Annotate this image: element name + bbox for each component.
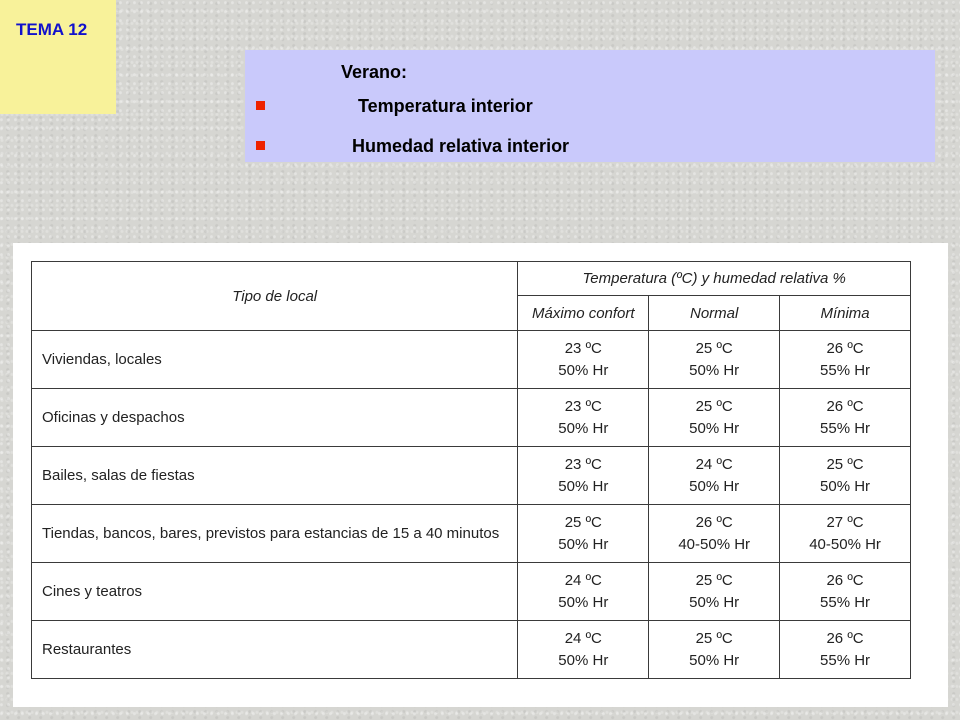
- cell-normal: [649, 563, 780, 621]
- cell-max-confort: [518, 447, 649, 505]
- header-tipo-local: Tipo de local: [32, 262, 518, 331]
- cell-max-confort: [518, 505, 649, 563]
- cell-temp: 25 ºC: [695, 629, 733, 647]
- table-row: [32, 447, 911, 505]
- cell-minima: [780, 331, 911, 389]
- cell-humidity: 50% Hr: [558, 477, 609, 495]
- row-local-label: Oficinas y despachos: [32, 389, 518, 447]
- cell-minima: [780, 621, 911, 679]
- table-row: [32, 505, 911, 563]
- cell-humidity: 55% Hr: [820, 361, 871, 379]
- cell-humidity: 40-50% Hr: [809, 535, 881, 553]
- cell-max-confort: [518, 389, 649, 447]
- cell-humidity: 50% Hr: [558, 535, 609, 553]
- table-row: [32, 389, 911, 447]
- cell-normal: [649, 389, 780, 447]
- tema-label: TEMA 12: [16, 20, 88, 39]
- bullet-square-icon: [256, 101, 265, 110]
- summary-item-humidity: Humedad relativa interior: [352, 136, 570, 156]
- cell-humidity: 50% Hr: [558, 419, 609, 437]
- row-local-label: Restaurantes: [32, 621, 518, 679]
- cell-temp: 24 ºC: [564, 571, 602, 589]
- cell-humidity: 50% Hr: [558, 651, 609, 669]
- table-header-row: [32, 262, 911, 296]
- cell-temp: 24 ºC: [695, 455, 733, 473]
- cell-normal: [649, 505, 780, 563]
- comfort-table: [31, 261, 911, 679]
- cell-temp: 23 ºC: [564, 455, 602, 473]
- cell-temp: 27 ºC: [826, 513, 864, 531]
- header-temperature-group: Temperatura (ºC) y humedad relativa %: [518, 262, 911, 296]
- cell-humidity: 50% Hr: [820, 477, 871, 495]
- cell-normal: [649, 447, 780, 505]
- cell-humidity: 50% Hr: [689, 593, 740, 611]
- cell-max-confort: [518, 331, 649, 389]
- cell-minima: [780, 505, 911, 563]
- table-row: [32, 331, 911, 389]
- cell-humidity: 50% Hr: [689, 361, 740, 379]
- cell-temp: 25 ºC: [695, 397, 733, 415]
- cell-temp: 23 ºC: [564, 397, 602, 415]
- bullet-square-icon: [256, 141, 265, 150]
- cell-minima: [780, 563, 911, 621]
- cell-humidity: 55% Hr: [820, 651, 871, 669]
- header-normal: Normal: [649, 296, 780, 331]
- table-row: [32, 621, 911, 679]
- cell-humidity: 50% Hr: [689, 477, 740, 495]
- summary-heading: Verano:: [341, 62, 408, 82]
- cell-temp: 26 ºC: [826, 339, 864, 357]
- cell-max-confort: [518, 621, 649, 679]
- row-local-label: Viviendas, locales: [32, 331, 518, 389]
- cell-temp: 23 ºC: [564, 339, 602, 357]
- cell-temp: 26 ºC: [695, 513, 733, 531]
- cell-minima: [780, 389, 911, 447]
- cell-temp: 25 ºC: [695, 571, 733, 589]
- header-minima: Mínima: [780, 296, 911, 331]
- summary-box: [245, 50, 935, 162]
- tema-tab: [0, 0, 116, 114]
- cell-humidity: 55% Hr: [820, 419, 871, 437]
- cell-temp: 25 ºC: [564, 513, 602, 531]
- cell-temp: 25 ºC: [826, 455, 864, 473]
- table-row: [32, 563, 911, 621]
- cell-temp: 26 ºC: [826, 571, 864, 589]
- row-local-label: Cines y teatros: [32, 563, 518, 621]
- cell-normal: [649, 331, 780, 389]
- cell-humidity: 50% Hr: [689, 419, 740, 437]
- cell-humidity: 50% Hr: [689, 651, 740, 669]
- cell-normal: [649, 621, 780, 679]
- cell-humidity: 55% Hr: [820, 593, 871, 611]
- cell-temp: 26 ºC: [826, 629, 864, 647]
- cell-max-confort: [518, 563, 649, 621]
- cell-humidity: 50% Hr: [558, 593, 609, 611]
- cell-temp: 25 ºC: [695, 339, 733, 357]
- cell-humidity: 40-50% Hr: [678, 535, 751, 553]
- cell-temp: 26 ºC: [826, 397, 864, 415]
- summary-item-temperature: Temperatura interior: [358, 96, 533, 116]
- cell-temp: 24 ºC: [564, 629, 602, 647]
- cell-humidity: 50% Hr: [558, 361, 609, 379]
- cell-minima: [780, 447, 911, 505]
- comfort-table-card: [13, 243, 948, 707]
- header-max-confort: Máximo confort: [518, 296, 649, 331]
- row-local-label: Bailes, salas de fiestas: [32, 447, 518, 505]
- row-local-label: Tiendas, bancos, bares, previstos para estancias de 15 a 40 minutos: [32, 505, 518, 563]
